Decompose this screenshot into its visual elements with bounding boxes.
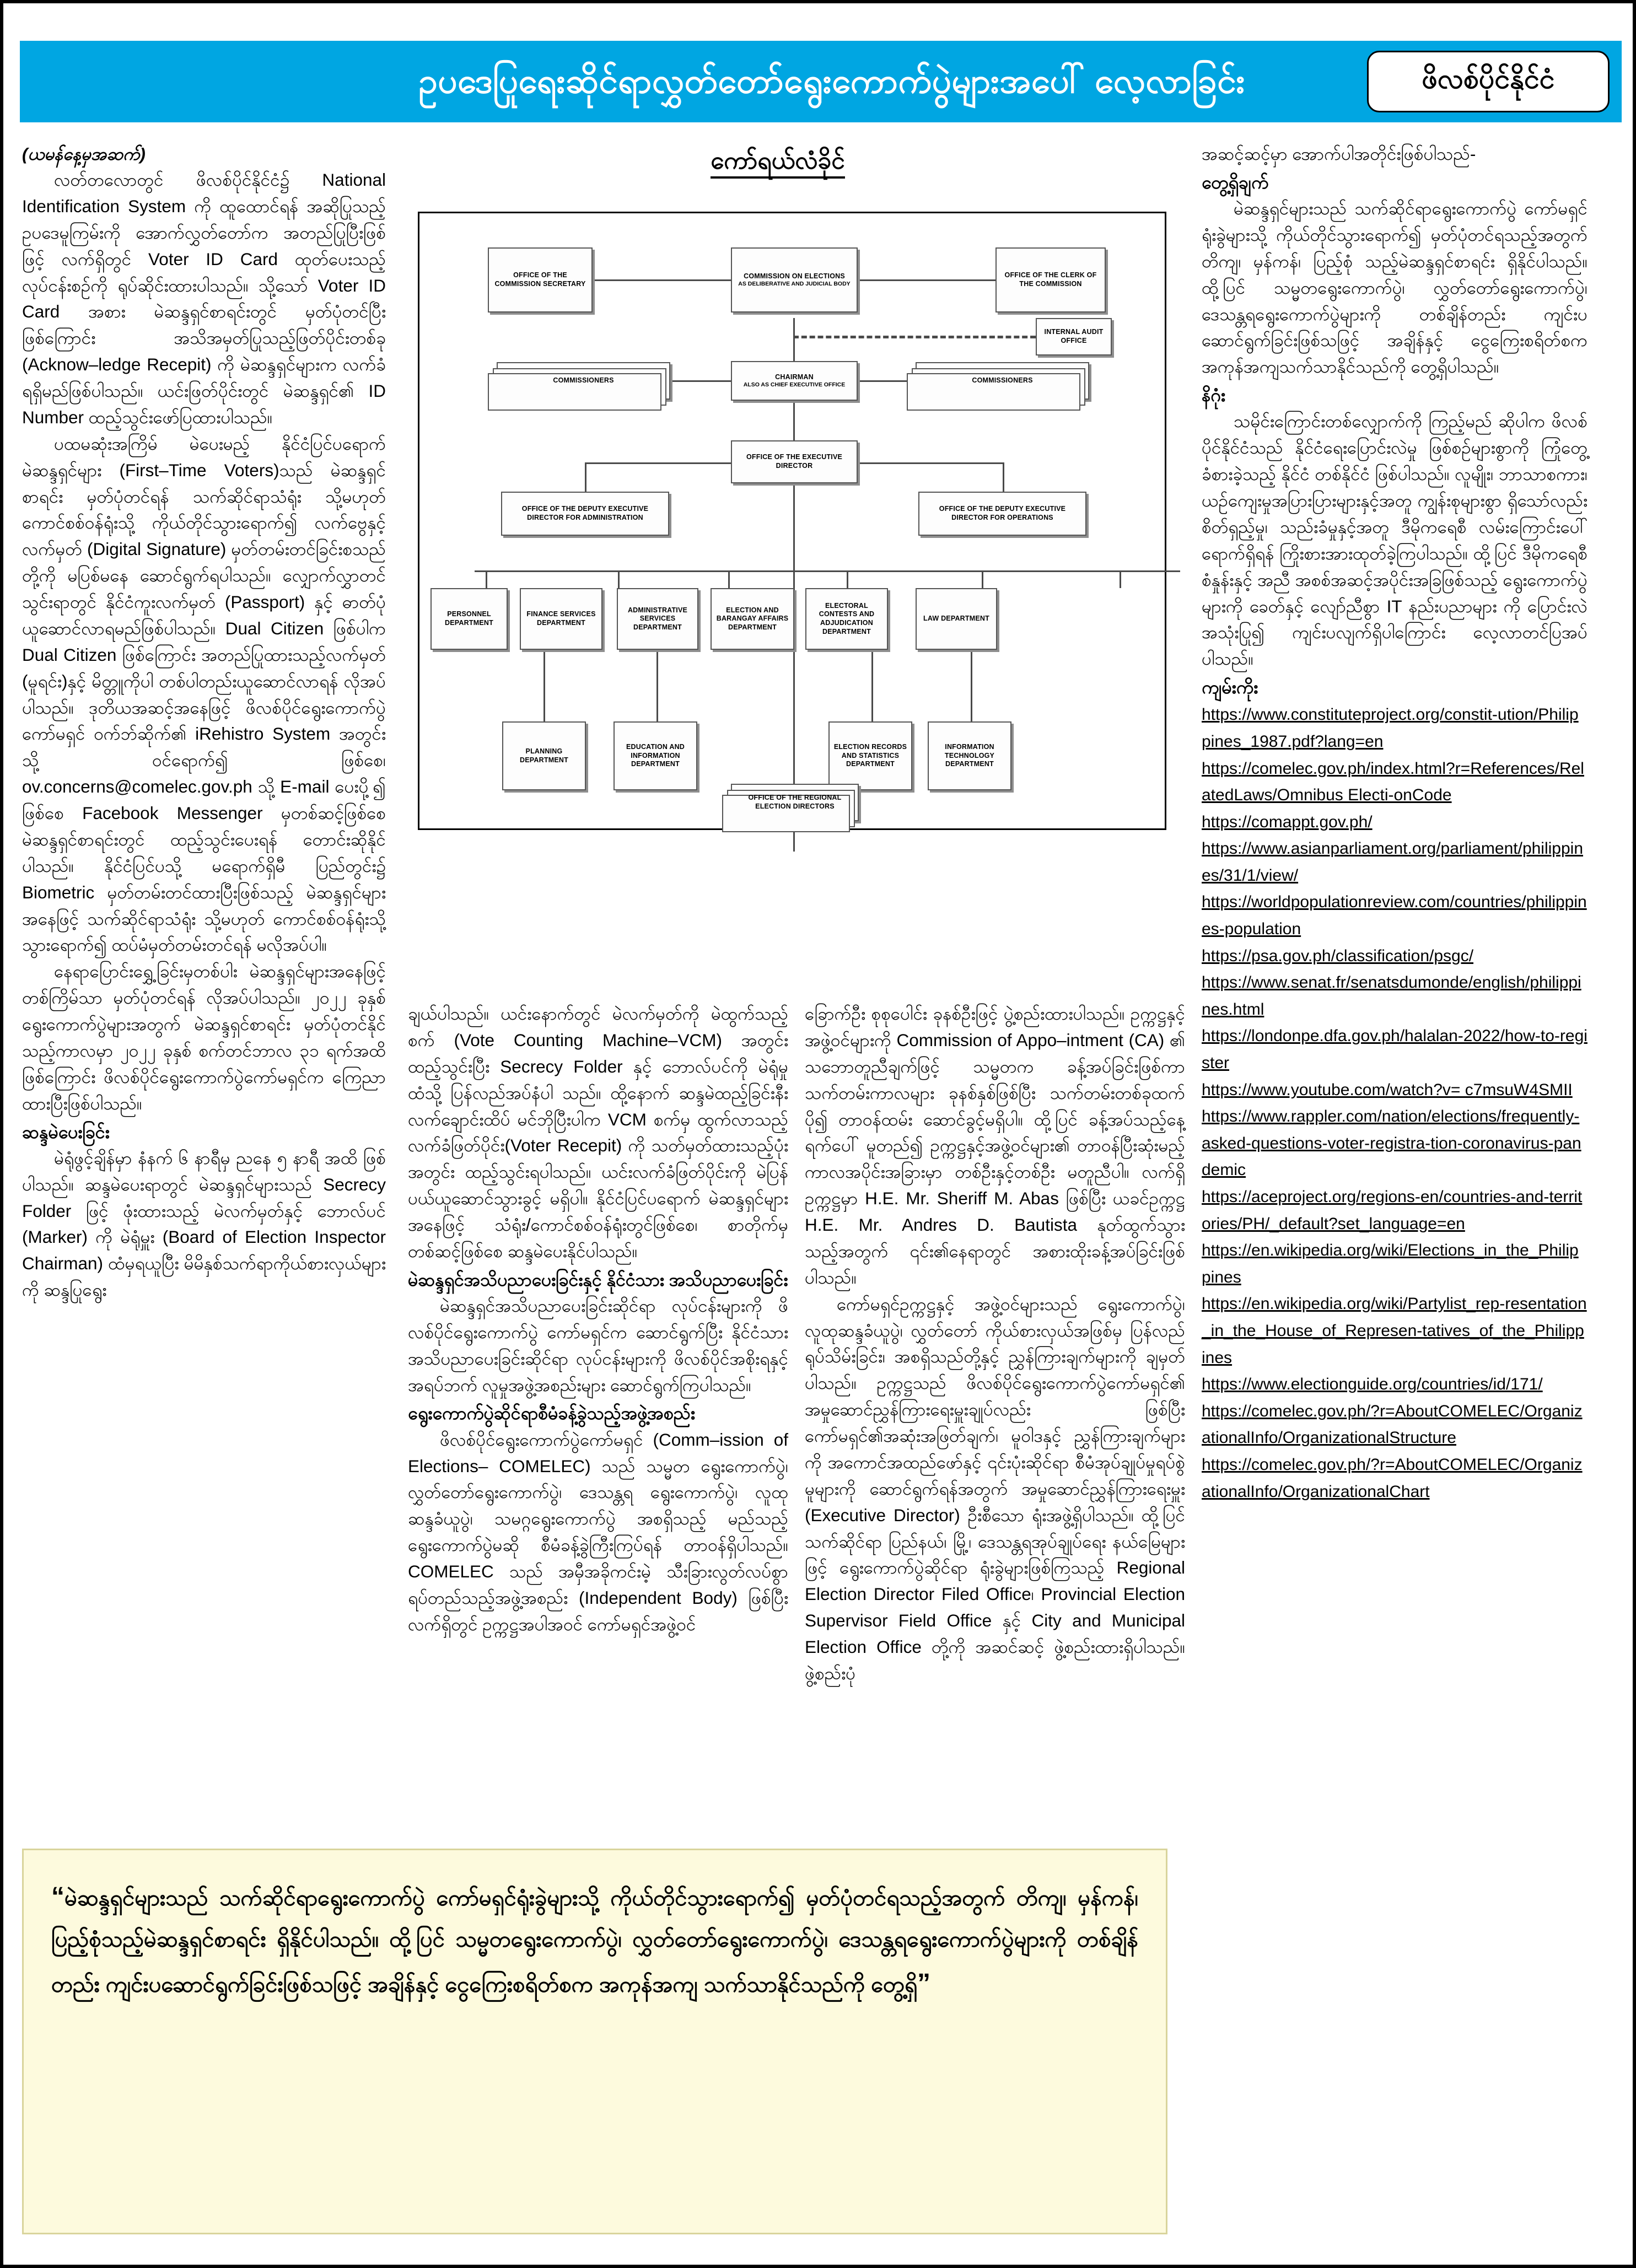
chart-node-label: INFORMATION TECHNOLOGY DEPARTMENT (944, 743, 995, 768)
chart-connector (858, 279, 995, 281)
paragraph: နေရာပြောင်းရွှေ့ခြင်းမှတစ်ပါး မဲဆန္ဒရှင်များအနေဖြင့် တစ်ကြိမ်သာ မှတ်ပုံတင်ရန် လိုအပ်ပါသည်။ ၂၀၂၂ ခုနှစ် ရွေးကောက်ပွဲများအတွက် မဲဆန္ဒရှင်စာရင်း မှတ်ပုံတင်နိုင်သည့်ကာလမှာ ၂၀၂၂ ခုနှစ် စက်တင်ဘာလ ၃၁ ရက်အထိဖြစ်ကြောင်း ဖိလစ်ပိုင်ရွေးကောက်ပွဲကော်မရှင်က ကြေညာထားပြီးဖြစ်ပါသည်။ (22, 961, 386, 1113)
chart-connector (858, 462, 1004, 464)
chart-node-label: PERSONNEL DEPARTMENT (445, 610, 493, 627)
chart-node (731, 440, 858, 483)
chart-node (916, 588, 997, 650)
header-banner (20, 41, 1622, 122)
paragraph: မဲဆန္ဒရှင်များသည် သက်ဆိုင်ရာရွေးကောက်ပွဲ ကော်မရှင်ရုံးခွဲများသို့ ကိုယ်တိုင်သွားရောက်၍ မှတ်ပုံတင်ရသည့်အတွက် တိကျ၊ မှန်ကန်၊ ပြည့်စုံ သည့်မဲဆန္ဒရှင်စာရင်း ရှိနိုင်ပါသည်။ ထို့ပြင် သမ္မတရွေးကောက်ပွဲ၊ လွှတ်တော်ရွေးကောက်ပွဲ၊ ဒေသန္တရရွေးကောက်ပွဲများကို တစ်ချိန်တည်း ကျင်းပ ဆောင်ရွက်ခြင်းဖြစ်သဖြင့် အချိန်နှင့် ငွေကြေးစရိတ်စက အကုန်အကျသက်သာနိုင်သည်ကို တွေ့ရှိပါသည်။ (1202, 198, 1587, 377)
section-heading-voter-education: မဲဆန္ဒရှင်အသိပညာပေးခြင်းနှင့် နိုင်ငံသား အသိပညာပေးခြင်း (408, 1269, 788, 1290)
chart-node (1036, 318, 1112, 355)
column-1 (22, 141, 386, 1303)
chart-node (805, 588, 888, 650)
reference-link[interactable]: https://comelec.gov.ph/index.html?r=References/RelatedLaws/Omnibus Electi-onCode (1202, 759, 1584, 805)
chart-node-label: ELECTION RECORDS AND STATISTICS DEPARTMENT (833, 743, 907, 768)
chart-connector (585, 462, 731, 464)
paragraph: ခြောက်ဦး စုစုပေါင်း ခုနစ်ဦးဖြင့် ပွဲ့စည်းထားပါသည်။ ဥက္ကဋ္ဌနှင့်အဖွဲ့ဝင်များကို Commission of Appo–intment (CA) ၏ သဘောတူညီချက်ဖြင့် သမ္မတက ခန့်အပ်ခြင်းဖြစ်ကာ သက်တမ်းကာလများ ခုနစ်နှစ်ဖြစ်ပြီး သက်တမ်းတစ်ခုထက်ပို၍ တာဝန်ထမ်း ဆောင်ခွင့်မရှိပါ။ ထို့ပြင် ခန့်အပ်သည့်နေ့ရက်ပေါ် မူတည်၍ ဥက္ကဋ္ဌနှင့်အဖွဲ့ဝင်များ၏ တာဝန်ပြီးဆုံးမည့် ကာလအပိုင်းအခြားမှာ တစ်ဦးနှင့်တစ်ဦး မတူညီပါ။ လက်ရှိဥက္ကဋ္ဌမှာ H.E. Mr. Sheriff M. Abas ဖြစ်ပြီး ယခင်ဥက္ကဋ္ဌ H.E. Mr. Andres D. Bautista နုတ်ထွက်သွားသည့်အတွက် ၎င်း၏နေရာတွင် အစားထိုးခန့်အပ်ခြင်းဖြစ်ပါသည်။ (805, 1004, 1185, 1287)
reference-link[interactable]: https://comelec.gov.ph/?r=AboutCOMELEC/OrganizationalInfo/OrganizationalChart (1202, 1455, 1583, 1501)
country-badge: ဖိလစ်ပိုင်နိုင်ငံ (1367, 51, 1610, 112)
chart-connector (486, 570, 487, 588)
reference-link[interactable]: https://comelec.gov.ph/?r=AboutCOMELEC/OrganizationalInfo/OrganizationalStructure (1202, 1402, 1583, 1447)
chart-node (731, 784, 859, 821)
paragraph: လတ်တလောတွင် ဖိလစ်ပိုင်နိုင်ငံ၌ National Identification System ကို ထူထောင်ရန် အဆိုပြုသည့် ဥပဒေမူကြမ်းကို အောက်လွှတ်တော်က အတည်ပြုပြီးဖြစ်ဖြင့် လက်ရှိတွင် Voter ID Card ထုတ်ပေးသည့်လုပ်ငန်းစဉ်ကို ရုပ်ဆိုင်းထားပါသည်။ သို့သော် Voter ID Card အစား မဲဆန္ဒရှင်စာရင်းတွင် မှတ်ပုံတင်ပြီးဖြစ်ကြောင်း အသိအမှတ်ပြုသည့်ဖြတ်ပိုင်းတစ်ခု (Acknow–ledge Recepit) ကို မဲဆန္ဒရှင်များက လက်ခံရရှိမည်ဖြစ်ပါသည်။ ယင်းဖြတ်ပိုင်းတွင် မဲဆန္ဒရှင်၏ ID Number ထည့်သွင်းဖော်ပြထားပါသည်။ (22, 170, 386, 427)
chart-connector (670, 380, 731, 382)
section-heading-conclusion: နိဂုံး (1202, 385, 1225, 406)
reference-link[interactable]: https://www.asianparliament.org/parliament/philippines/31/1/view/ (1202, 839, 1584, 885)
chart-node (501, 492, 669, 536)
reference-link[interactable]: https://en.wikipedia.org/wiki/Partylist_rep-resentation_in_the_House_of_Represen-tatives_of_the_Philippines (1202, 1295, 1587, 1367)
section-heading-emb: ရွေးကောက်ပွဲဆိုင်ရာစီမံခန့်ခွဲသည့်အဖွဲ့အစည်း (408, 1403, 695, 1424)
chart-node-label: FINANCE SERVICES DEPARTMENT (526, 610, 596, 627)
reference-link[interactable]: https://www.senat.fr/senatsdumonde/english/philippines.html (1202, 973, 1581, 1019)
reference-link[interactable]: https://comappt.gov.ph/ (1202, 812, 1373, 831)
chart-connector (585, 462, 586, 493)
chart-node (918, 492, 1086, 536)
reference-link[interactable]: https://aceproject.org/regions-en/countries-and-territories/PH/_default?set_language=en (1202, 1188, 1583, 1233)
chart-node-label: OFFICE OF THE COMMISSION SECRETARY (494, 271, 586, 288)
reference-link[interactable]: https://worldpopulationreview.com/countries/philippines-population (1202, 893, 1587, 939)
chart-node-label: COMMISSION ON ELECTIONS (744, 272, 845, 280)
chart-node (711, 588, 794, 650)
paragraph: ကော်မရှင်ဥက္ကဋ္ဌနှင့် အဖွဲ့ဝင်များသည် ရွေးကောက်ပွဲ၊ လူထုဆန္ဒခံယူပွဲ၊ လွှတ်တော် ကိုယ်စားလှယ်အဖြစ်မှ ပြန်လည်ရုပ်သိမ်းခြင်း၊ အစရှိသည်တို့နှင့် ညွှန်ကြားချက်များကို ချမှတ်ပါသည်။ ဥက္ကဋ္ဌသည် ဖိလစ်ပိုင်ရွေးကောက်ပွဲကော်မရှင်၏ အမှုဆောင်ညွှန်ကြားရေးမှူးချုပ်လည်း ဖြစ်ပြီး ကော်မရှင်၏အဆုံးအဖြတ်ချက်၊ မူဝါဒနှင့် ညွှန်ကြားချက်များကို အကောင်အထည်ဖော်နှင့် ၎င်းပုံးဆိုင်ရာ စီမံအုပ်ချုပ်မှုရပ်စွဲမူများကို ဆောင်ရွက်ရန်အတွက် အမှုဆောင်ညွှန်ကြားရေးမှူး (Executive Director) ဦးစီသော ရုံးအဖွဲ့ရှိပါသည်။ ထို့ပြင် သက်ဆိုင်ရာ ပြည်နယ်၊ မြို့၊ ဒေသန္တရအုပ်ချုပ်ရေး နယ်မြေများဖြင့် ရွေးကောက်ပွဲဆိုင်ရာ ရုံးခွဲများဖြစ်ကြသည့် Regional Election Director Filed Office၊ Provincial Election Supervisor Field Office နှင့် City and Municipal Election Office တို့ကို အဆင်ဆင့် ဖွဲ့စည်းထားရှိပါသည်။ ဖွဲ့စည်းပုံ (805, 1294, 1185, 1683)
chart-node-label: ELECTION AND BARANGAY AFFAIRS DEPARTMENT (716, 606, 789, 631)
section-heading-references: ကျမ်းကိုး (1202, 677, 1258, 698)
chart-connector (871, 650, 873, 721)
chart-node (502, 721, 586, 790)
reference-link[interactable]: https://www.constituteproject.org/constit-ution/Philippines_1987.pdf?lang=en (1202, 705, 1579, 751)
quote-close-mark: ” (917, 1968, 930, 1998)
paragraph: မဲဆန္ဒရှင်အသိပညာပေးခြင်းဆိုင်ရာ လုပ်ငန်းများကို ဖိလစ်ပိုင်ရွေးကောက်ပွဲ ကော်မရှင်က ဆောင်ရွက်ပြီး နိုင်ငံသားအသိပညာပေးခြင်းဆိုင်ရာ လုပ်ငန်းများကို ဖိလစ်ပိုင်အစိုးရနှင့် အရပ်ဘက် လူမှုအဖွဲ့အစည်းများ ဆောင်ရွက်ကြပါသည်။ (408, 1295, 788, 1395)
chart-connector (590, 279, 731, 281)
chart-title-text: ကော်ရယ်လံခိုင် (711, 147, 844, 179)
quote-open-mark: “ (51, 1882, 64, 1911)
chart-node-label: OFFICE OF THE CLERK OF THE COMMISSION (1004, 271, 1097, 288)
chart-node-label: OFFICE OF THE DEPUTY EXECUTIVE DIRECTOR FOR OPERATIONS (939, 505, 1066, 521)
chart-node-label: EDUCATION AND INFORMATION DEPARTMENT (626, 743, 685, 768)
column-4 (1202, 141, 1587, 1505)
chart-node-label: LAW DEPARTMENT (923, 615, 989, 623)
reference-link[interactable]: https://londonpe.dfa.gov.ph/halalan-2022/how-to-register (1202, 1027, 1587, 1073)
quote-text: မဲဆန္ဒရှင်များသည် သက်ဆိုင်ရာရွေးကောက်ပွဲ ကော်မရှင်ရုံးခွဲများသို့ ကိုယ်တိုင်သွားရောက်၍ မှတ်ပုံတင်ရသည့်အတွက် တိကျ၊ မှန်ကန်၊ ပြည့်စုံသည့်မဲဆန္ဒရှင်စာရင်း ရှိနိုင်ပါသည်။ ထို့ပြင် သမ္မတရွေးကောက်ပွဲ၊ လွှတ်တော်ရွေးကောက်ပွဲ၊ ဒေသန္တရရွေးကောက်ပွဲများကို တစ်ချိန်တည်း ကျင်းပဆောင်ရွက်ခြင်းဖြစ်သဖြင့် အချိန်နှင့် ငွေကြေးစရိတ်စက အကုန်အကျ သက်သာနိုင်သည်ကို တွေ့ရှိ (51, 1886, 1138, 1997)
chart-node-label: ADMINISTRATIVE SERVICES DEPARTMENT (627, 606, 688, 631)
reference-list (1202, 702, 1587, 1505)
chart-node (995, 247, 1106, 313)
paragraph: ချယ်ပါသည်။ ယင်းနောက်တွင် မဲလက်မှတ်ကို မဲထွက်သည့်စက် (Vote Counting Machine–VCM) အတွင်း ထည့်သွင်းပြီး Secrecy Folder နှင့် ဘောလ်ပင်ကို မဲရုံမှုထံသို့ ပြန်လည်အပ်နံပါ သည်။ ထို့နောက် ဆန္ဒမဲထည့်ခြင်းနီး လက်ချောင်းထိပ် မင်ဘိုပြီးပါက VCM စက်မှ ထွက်လာသည့် လက်ခံဖြတ်ပိုင်း(Voter Recepit) ကို သတ်မှတ်ထားသည့်ပုံးအတွင်း ထည့်သွင်းရပါသည်။ ယင်းလက်ခံဖြတ်ပိုင်းကို မဲပြန်ပယ်ယူဆောင်သွားခွင့် မရှိပါ။ နိုင်ငံပြင်ပရောက် မဲဆန္ဒရှင်များအနေဖြင့် သံရုံး/ကောင်စစ်ဝန်ရုံးတွင်ဖြစ်စေ၊ စာတိုက်မှတစ်ဆင့်ဖြစ်စေ ဆန္ဒမဲပေးနိုင်ပါသည်။ (408, 1004, 788, 1261)
chart-connector (971, 650, 972, 721)
chart-node (617, 588, 698, 650)
chart-node-sublabel: ALSO AS CHIEF EXECUTIVE OFFICE (743, 381, 846, 389)
chart-node-label: OFFICE OF THE EXECUTIVE DIRECTOR (746, 453, 843, 470)
chart-connector (728, 570, 730, 588)
paragraph: အဆင့်ဆင့်မှာ အောက်ပါအတိုင်းဖြစ်ပါသည်- (1202, 144, 1476, 164)
chart-node (497, 362, 670, 400)
continuation-kicker: (ယမန်နေ့မှအဆက်) (22, 144, 146, 164)
chart-connector (656, 650, 658, 721)
chart-node-sublabel: AS DELIBERATIVE AND JUDICIAL BODY (738, 281, 851, 288)
paragraph: သမိုင်းကြောင်းတစ်လျှောက်ကို ကြည့်မည် ဆိုပါက ဖိလစ်ပိုင်နိုင်ငံသည် နိုင်ငံရေးပြောင်းလဲမှု ဖြစ်စဉ်များစွာကို ကြုံတွေ့ခံစားခဲ့သည့် နိုင်ငံ တစ်နိုင်ငံ ဖြစ်ပါသည်။ လူမျိုး၊ ဘာသာစကား၊ ယဉ်ကျေးမှုအပြားပြားများနှင့်အတူ ကျွန်းစုများစွာ ရှိသော်လည်း စိတ်ရှည့်မှု၊ သည်းခံမှုနှင့်အတူ ဒီမိုကရေစီ လမ်းကြောင်းပေါ်ရောက်ရှိရန် ကြိုးစားအားထုတ်ခဲ့ကြပါသည်။ ထို့ပြင် ဒီမိုကရေစီစံနှုန်းနှင့် အညီ အစစ်အဆင့်အပိုင်းအခြဖြစ်သည့် ရွေးကောက်ပွဲများကို ခေတ်နှင့် လျော်ညီစွာ IT နည်းပညာများ ကို ပြောင်းလဲအသုံးပြု၍ ကျင်းပလျက်ရှိပါကြောင်း လေ့လာတင်ပြအပ်ပါသည်။ (1202, 411, 1587, 669)
chart-node-label: ELECTORAL CONTESTS AND ADJUDICATION DEPARTMENT (819, 601, 875, 635)
chart-node (928, 721, 1011, 790)
reference-link[interactable]: https://psa.gov.ph/classification/psgc/ (1202, 946, 1474, 965)
chart-connector (982, 570, 983, 588)
chart-connector (618, 570, 620, 588)
section-heading-voting: ဆန္ဒမဲပေးခြင်း (22, 1122, 110, 1142)
chart-node-label: COMMISSIONERS (553, 376, 614, 385)
chart-connector (847, 570, 848, 588)
chart-node (520, 588, 602, 650)
paragraph: ဖိလစ်ပိုင်ရွေးကောက်ပွဲကော်မရှင် (Comm–ission of Elections– COMELEC) သည် သမ္မတ ရွေးကောက်ပွဲ၊ လွှတ်တော်ရွေးကောက်ပွဲ၊ ဒေသန္တရ ရွေးကောက်ပွဲ၊ လူထုဆန္ဒခံယူပွဲ၊ သမဂ္ဂရွေးကောက်ပွဲ အစရှိသည့် မည်သည့်ရွေးကောက်ပွဲမဆို စီမံခန့်ခွဲကြီးကြပ်ရန် တာဝန်ရှိပါသည်။ COMELEC သည် အမှီအခိုကင်းမဲ့ သီးခြားလွတ်လပ်စွာ ရပ်တည်သည့်အဖွဲ့အစည်း (Independent Body) ဖြစ်ပြီး လက်ရှိတွင် ဥက္ကဋ္ဌအပါအဝင် ကော်မရှင်အဖွဲ့ဝင် (408, 1429, 788, 1634)
chart-node-label: INTERNAL AUDIT OFFICE (1044, 328, 1104, 344)
chart-node (828, 721, 912, 790)
chart-node-label: CHAIRMAN (775, 373, 814, 381)
page-title: ဥပဒေပြုရေးဆိုင်ရာလွှတ်တော်ရွေးကောက်ပွဲများအပေါ် လေ့လာခြင်း (418, 62, 1245, 100)
chart-connector (543, 650, 545, 721)
page-header (20, 41, 1622, 122)
reference-link[interactable]: https://en.wikipedia.org/wiki/Elections_in_the_Philippines (1202, 1241, 1579, 1286)
chart-node (731, 361, 858, 401)
chart-node-label: OFFICE OF THE DEPUTY EXECUTIVE DIRECTOR FOR ADMINISTRATION (521, 505, 649, 521)
chart-connector (475, 570, 1180, 572)
chart-node (614, 721, 697, 790)
paragraph: ပထမဆုံးအကြိမ် မဲပေးမည့် နိုင်ငံပြင်ပရောက်မဲဆန္ဒရှင်များ (First–Time Voters)သည် မဲဆန္ဒရှင်စာရင်း မှတ်ပုံတင်ရန် သက်ဆိုင်ရာသံရုံး သို့မဟုတ် ကောင်စစ်ဝန်ရုံးသို့ ကိုယ်တိုင်သွားရောက်၍ လက်ဗွေနှင့် လက်မှတ် (Digital Signature) မှတ်တမ်းတင်ခြင်းစသည်တို့ကို မပြစ်မနေ ဆောင်ရွက်ရပါသည်။ လျှောက်လွှာတင်သွင်းရာတွင် နိုင်ငံကူးလက်မှတ် (Passport) နှင့် ဓာတ်ပုံ ယူဆောင်လာရမည်ဖြစ်ပါသည်။ Dual Citizen ဖြစ်ပါက Dual Citizen ဖြစ်ကြောင်း အတည်ပြုထားသည့်လက်မှတ် (မူရင်း)နှင့် မိတ္တူကိုပါ တစ်ပါတည်းယူဆောင်လာရန် လိုအပ်ပါသည်။ ဒုတိယအဆင့်အနေဖြင့် ဖိလစ်ပိုင်ရွေးကောက်ပွဲကော်မရှင် ဝက်ဘ်ဆိုက်၏ iRehistro System အတွင်းသို့ ဝင်ရောက်၍ ဖြစ်စေ၊ ov.concerns@comelec.gov.ph သို့ E-mail ပေးပို့၍ ဖြစ်စေ Facebook Messenger မှတစ်ဆင့်ဖြစ်စေ မဲဆန္ဒရှင်စာရင်းတွင် ထည့်သွင်းပေးရန် တောင်းဆိုနိုင်ပါသည်။ နိုင်ငံပြင်ပသို့ မရောက်ရှိမီ ပြည်တွင်း၌ Biometric မှတ်တမ်းတင်ထားပြီးဖြစ်သည့် မဲဆန္ဒရှင်များအနေဖြင့် သက်ဆိုင်ရာသံရုံး သို့မဟုတ် ကောင်စစ်ဝန်ရုံးသို့ သွားရောက်၍ ထပ်မံမှတ်တမ်းတင်ရန် မလိုအပ်ပါ။ (22, 433, 386, 955)
chart-connector (1120, 570, 1121, 588)
reference-link[interactable]: https://www.electionguide.org/countries/id/171/ (1202, 1375, 1543, 1394)
chart-node-label: OFFICE OF THE REGIONAL ELECTION DIRECTORS (748, 794, 842, 810)
chart-node (488, 247, 593, 313)
reference-link[interactable]: https://www.youtube.com/watch?v= c7msuW4SMII (1202, 1080, 1573, 1099)
chart-node-label: COMMISSIONERS (972, 376, 1033, 385)
chart-dashed-connector (793, 336, 1036, 338)
pull-quote (22, 1849, 1167, 2234)
chart-node (731, 247, 858, 313)
chart-connector (1003, 462, 1004, 493)
paragraph: မဲရုံဖွင့်ချိန်မှာ နံနက် ၆ နာရီမှ ညနေ ၅ နာရီ အထိ ဖြစ်ပါသည်။ ဆန္ဒမဲပေးရာတွင် မဲဆန္ဒရှင်များသည် Secrecy Folder ဖြင့် ဖုံးထားသည့် မဲလက်မှတ်နှင့် ဘောလ်ပင် (Marker) ကို မဲရုံမှူး (Board of Election Inspector Chairman) ထံမှရယူပြီး မိမိနှစ်သက်ရာကိုယ်စားလှယ်များကို ဆန္ဒပြုရွေး (22, 1148, 386, 1300)
section-heading-findings: တွေ့ရှိချက် (1202, 172, 1269, 192)
chart-node (430, 588, 508, 650)
reference-link[interactable]: https://www.rappler.com/nation/elections/frequently-asked-questions-voter-registra-tion-coronavirus-pandemic (1202, 1107, 1581, 1179)
chart-node-label: PLANNING DEPARTMENT (520, 747, 568, 764)
chart-node (916, 362, 1089, 400)
